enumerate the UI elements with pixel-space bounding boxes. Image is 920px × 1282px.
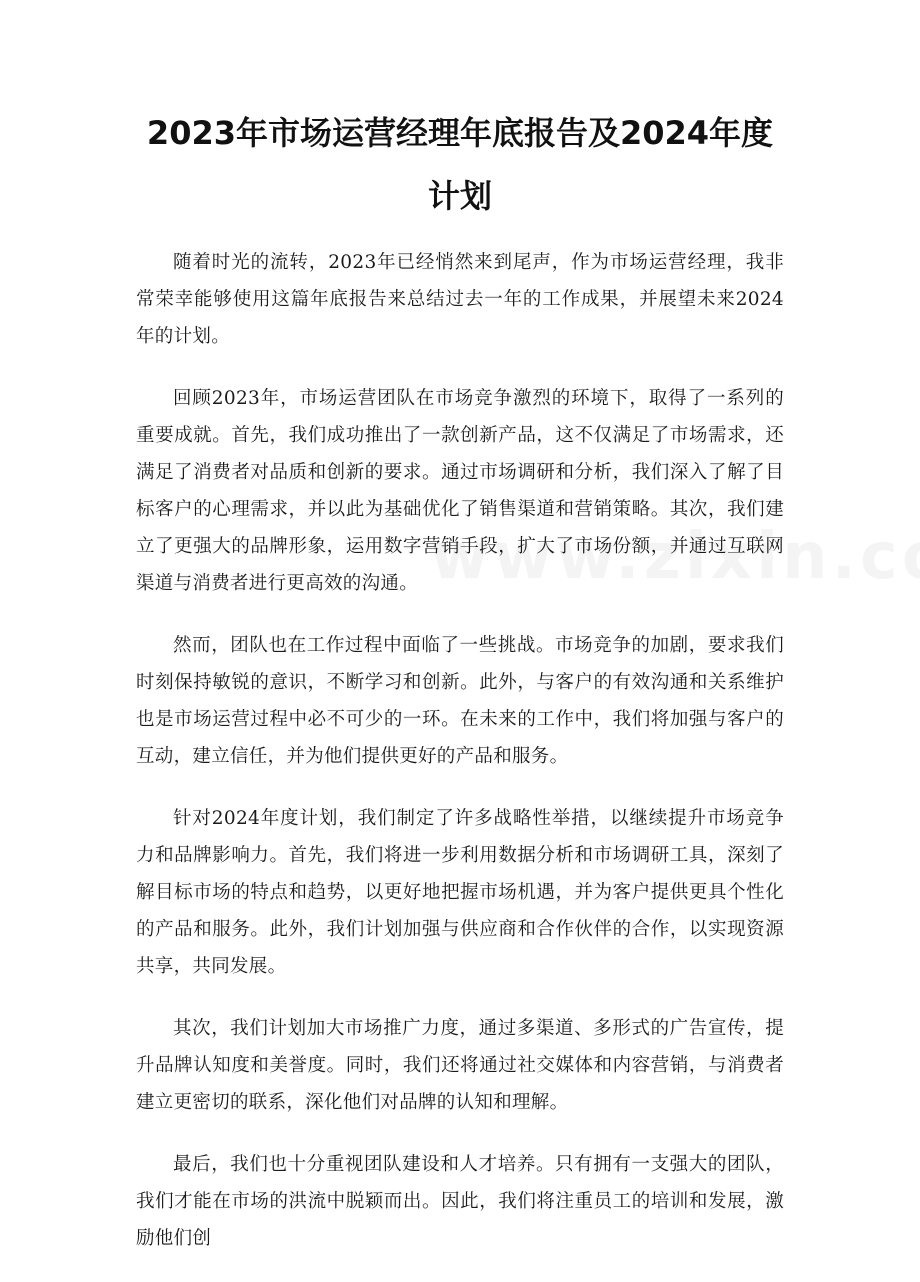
paragraph-plan-2024: 针对2024年度计划，我们制定了许多战略性举措，以继续提升市场竞争力和品牌影响力。首先，我们将进一步利用数据分析和市场调研工具，深刻了解目标市场的特点和趋势，以更好地把握市场机遇，并为客户提供更具个性化的产品和服务。此外，我们计划加强与供应商和合作伙伴的合作，以实现资源共享，共同发展。: [136, 808, 784, 977]
paragraph-intro: 随着时光的流转，2023年已经悄然来到尾声，作为市场运营经理，我非常荣幸能够使用这篇年底报告来总结过去一年的工作成果，并展望未来2024年的计划。: [136, 252, 784, 347]
document-title-line-1: 2023年市场运营经理年底报告及2024年度: [146, 114, 774, 152]
paragraph-challenges: 然而，团队也在工作过程中面临了一些挑战。市场竞争的加剧，要求我们时刻保持敏锐的意识，不断学习和创新。此外，与客户的有效沟通和关系维护也是市场运营过程中必不可少的一环。在未来的工作中，我们将加强与客户的互动，建立信任，并为他们提供更好的产品和服务。: [136, 635, 784, 767]
paragraph-team-building: 最后，我们也十分重视团队建设和人才培养。只有拥有一支强大的团队，我们才能在市场的洪流中脱颖而出。因此，我们将注重员工的培训和发展，激励他们创: [136, 1154, 784, 1249]
document-body: [136, 244, 784, 1282]
paragraph-promotion: 其次，我们计划加大市场推广力度，通过多渠道、多形式的广告宣传，提升品牌认知度和美誉度。同时，我们还将通过社交媒体和内容营销，与消费者建立更密切的联系，深化他们对品牌的认知和理解。: [136, 1018, 784, 1113]
paragraph-review-2023: 回顾2023年，市场运营团队在市场竞争激烈的环境下，取得了一系列的重要成就。首先，我们成功推出了一款创新产品，这不仅满足了市场需求，还满足了消费者对品质和创新的要求。通过市场调研和分析，我们深入了解了目标客户的心理需求，并以此为基础优化了销售渠道和营销策略。其次，我们建立了更强大的品牌形象，运用数字营销手段，扩大了市场份额，并通过互联网渠道与消费者进行更高效的沟通。: [136, 388, 784, 594]
document-title-line-2: 计划: [427, 177, 492, 215]
